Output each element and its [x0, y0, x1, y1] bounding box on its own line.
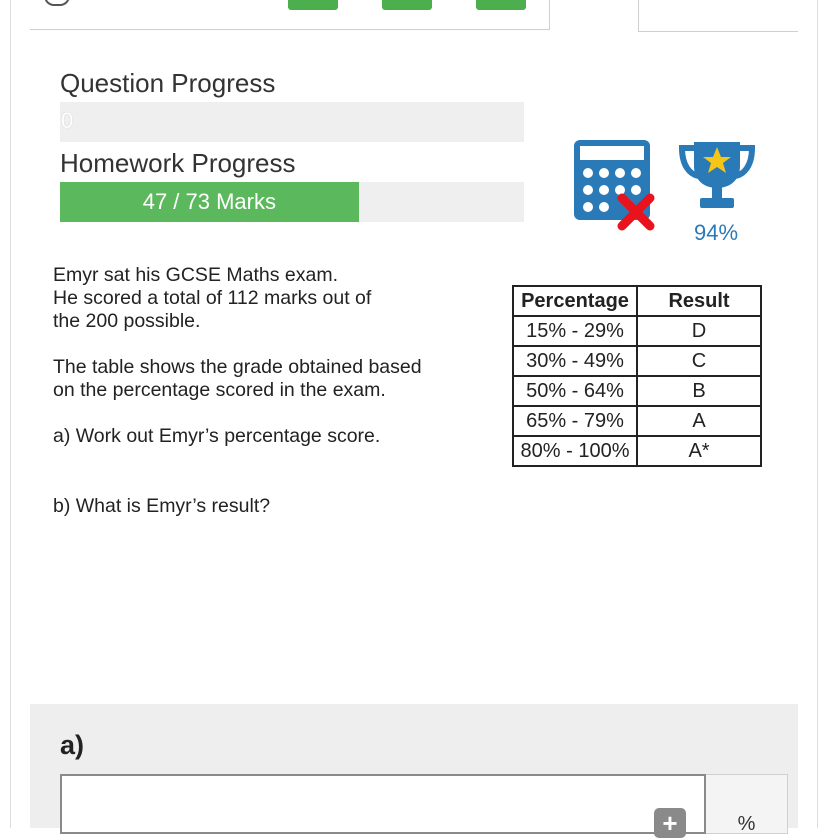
table-row — [513, 406, 761, 436]
question-progress-label: Question Progress — [60, 68, 276, 98]
question-part-b: b) What is Emyr’s result? — [53, 495, 271, 517]
top-right-panel — [638, 0, 798, 32]
table-cell: 30% - 49% — [513, 346, 637, 376]
question-line: He scored a total of 112 marks out of — [53, 287, 372, 309]
question-progress-value: 0 — [61, 108, 74, 133]
trophy-icon — [678, 140, 756, 212]
table-cell: A — [637, 406, 761, 436]
insert-symbol-button[interactable]: + — [654, 808, 686, 838]
homework-progress-fill — [60, 182, 359, 222]
table-cell: A* — [637, 436, 761, 466]
top-button-1[interactable] — [288, 0, 338, 10]
homework-progress-text: 47 / 73 Marks — [142, 189, 276, 214]
table-cell: B — [637, 376, 761, 406]
question-progress-bar — [60, 102, 524, 142]
table-row — [513, 346, 761, 376]
question-line: the 200 possible. — [53, 310, 201, 332]
trophy-percentage: 94% — [693, 220, 739, 245]
table-cell: D — [637, 316, 761, 346]
answer-panel — [30, 704, 798, 838]
table-row — [513, 436, 761, 466]
table-cell: 65% - 79% — [513, 406, 637, 436]
question-text — [53, 264, 473, 518]
homework-progress-label: Homework Progress — [60, 148, 296, 178]
question-part-a: a) Work out Emyr’s percentage score. — [53, 425, 381, 447]
table-row — [513, 316, 761, 346]
calculator-not-allowed-icon — [574, 140, 658, 232]
table-cell: C — [637, 346, 761, 376]
question-line: on the percentage scored in the exam. — [53, 379, 386, 401]
table-row — [513, 376, 761, 406]
question-line: Emyr sat his GCSE Maths exam. — [53, 264, 338, 286]
top-button-3[interactable] — [476, 0, 526, 10]
grade-table — [512, 285, 762, 467]
answer-unit: % — [706, 774, 788, 834]
homework-progress-bar — [60, 182, 524, 222]
table-header: Result — [637, 286, 761, 316]
question-line: The table shows the grade obtained based — [53, 356, 422, 378]
table-cell: 80% - 100% — [513, 436, 637, 466]
answer-input[interactable] — [60, 774, 706, 834]
table-cell: 15% - 29% — [513, 316, 637, 346]
table-header: Percentage — [513, 286, 637, 316]
table-header-row — [513, 286, 761, 316]
top-button-2[interactable] — [382, 0, 432, 10]
answer-label: a) — [60, 730, 85, 760]
table-cell: 50% - 64% — [513, 376, 637, 406]
